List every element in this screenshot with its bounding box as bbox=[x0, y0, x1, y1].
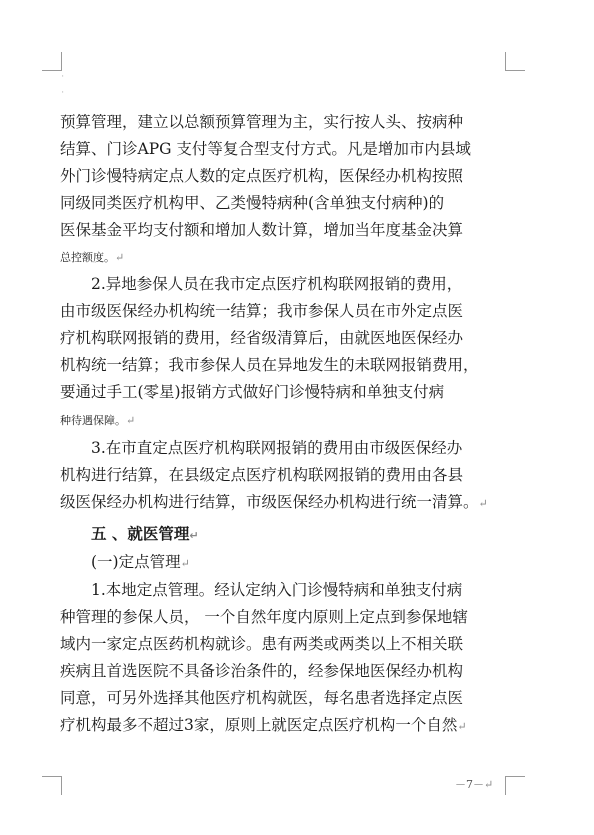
crop-mark-top-right-h bbox=[505, 70, 525, 71]
text-line bbox=[60, 465, 463, 485]
paragraph-mark-icon: ↵ bbox=[478, 497, 488, 510]
paragraph-mark-icon: ↵ bbox=[180, 557, 190, 570]
section-heading bbox=[91, 524, 199, 546]
text-line bbox=[91, 274, 462, 294]
header-mark: ' bbox=[62, 75, 64, 82]
paragraph-mark-icon: ↵ bbox=[484, 778, 494, 791]
line-text: 域内一家定点医药机构就诊。患有两类或两类以上不相关联 bbox=[60, 635, 464, 653]
subsection-heading bbox=[91, 552, 190, 574]
crop-mark-top-right-v bbox=[505, 52, 506, 71]
line-text: 机构进行结算，在县级定点医疗机构联网报销的费用由各县 bbox=[60, 466, 464, 484]
line-text: 由市级医保经办机构统一结算；我市参保人员在市外定点医 bbox=[60, 302, 464, 320]
text-line bbox=[60, 112, 463, 132]
line-text: 2.异地参保人员在我市定点医疗机构联网报销的费用， bbox=[91, 275, 463, 293]
text-line bbox=[60, 634, 463, 654]
crop-mark-bottom-right-v bbox=[505, 776, 506, 795]
text-line bbox=[91, 580, 462, 600]
page-number-text: －7－ bbox=[455, 778, 484, 791]
line-text: 外门诊慢特病定点人数的定点医疗机构，医保经办机构按照 bbox=[60, 167, 464, 185]
text-line bbox=[60, 220, 463, 240]
line-text: 疗机构联网报销的费用，经省级清算后，由就医地医保经办 bbox=[60, 329, 464, 347]
text-line bbox=[60, 301, 463, 321]
text-line bbox=[60, 382, 444, 402]
line-text: 结算、门诊APG 支付等复合型支付方式。凡是增加市内县域 bbox=[60, 140, 471, 158]
line-text: 1.本地定点管理。经认定纳入门诊慢特病和单独支付病 bbox=[91, 581, 463, 599]
line-text: 种待遇保障。 bbox=[60, 414, 126, 427]
text-line bbox=[60, 688, 463, 708]
line-text: 疾病且首选医院不具备诊治条件的，经参保地医保经办机构 bbox=[60, 662, 464, 680]
paragraph-mark-icon: ↵ bbox=[126, 414, 136, 427]
line-text: 级医保经办机构进行结算，市级医保经办机构进行统一清算。 bbox=[60, 493, 479, 511]
crop-mark-top-left-h bbox=[42, 70, 62, 71]
text-line bbox=[60, 492, 488, 514]
line-text: 同级同类医疗机构甲、乙类慢特病种(含单独支付病种)的 bbox=[60, 194, 445, 212]
line-text: 疗机构最多不超过3家，原则上就医定点医疗机构一个自然 bbox=[60, 716, 458, 734]
text-line bbox=[60, 166, 463, 186]
text-line bbox=[60, 139, 471, 159]
text-line bbox=[60, 411, 135, 431]
crop-mark-bottom-left-v bbox=[61, 776, 62, 795]
text-line bbox=[60, 661, 463, 681]
paragraph-mark-icon: ↵ bbox=[115, 251, 125, 264]
crop-mark-bottom-right-h bbox=[505, 776, 525, 777]
line-text: 机构统一结算；我市参保人员在异地发生的未联网报销费用， bbox=[60, 356, 479, 374]
text-line bbox=[60, 715, 467, 737]
text-line bbox=[60, 248, 124, 268]
text-line bbox=[60, 328, 463, 348]
paragraph-mark-icon: ↵ bbox=[457, 720, 467, 733]
header-mark: ' bbox=[62, 91, 64, 98]
text-line bbox=[60, 355, 479, 375]
text-line bbox=[91, 438, 462, 458]
line-text: 同意，可另外选择其他医疗机构就医，每名患者选择定点医 bbox=[60, 689, 464, 707]
text-line bbox=[60, 193, 444, 213]
paragraph-mark-icon: ↵ bbox=[189, 529, 199, 542]
heading-text: 五 、就医管理 bbox=[91, 525, 190, 543]
heading-text: (一)定点管理 bbox=[91, 553, 181, 571]
line-text: 医保基金平均支付额和增加人数计算，增加当年度基金决算 bbox=[60, 221, 464, 239]
line-text: 预算管理，建立以总额预算管理为主，实行按人头、按病种 bbox=[60, 113, 464, 131]
line-text: 要通过手工(零星)报销方式做好门诊慢特病和单独支付病 bbox=[60, 383, 445, 401]
text-line bbox=[60, 607, 468, 627]
page-number bbox=[455, 776, 493, 792]
line-text: 3.在市直定点医疗机构联网报销的费用由市级医保经办 bbox=[91, 439, 463, 457]
line-text: 种管理的参保人员， 一个自然年度内原则上定点到参保地辖 bbox=[60, 608, 468, 626]
crop-mark-bottom-left-h bbox=[42, 776, 62, 777]
line-text: 总控额度。 bbox=[60, 251, 115, 264]
crop-mark-top-left-v bbox=[61, 52, 62, 71]
